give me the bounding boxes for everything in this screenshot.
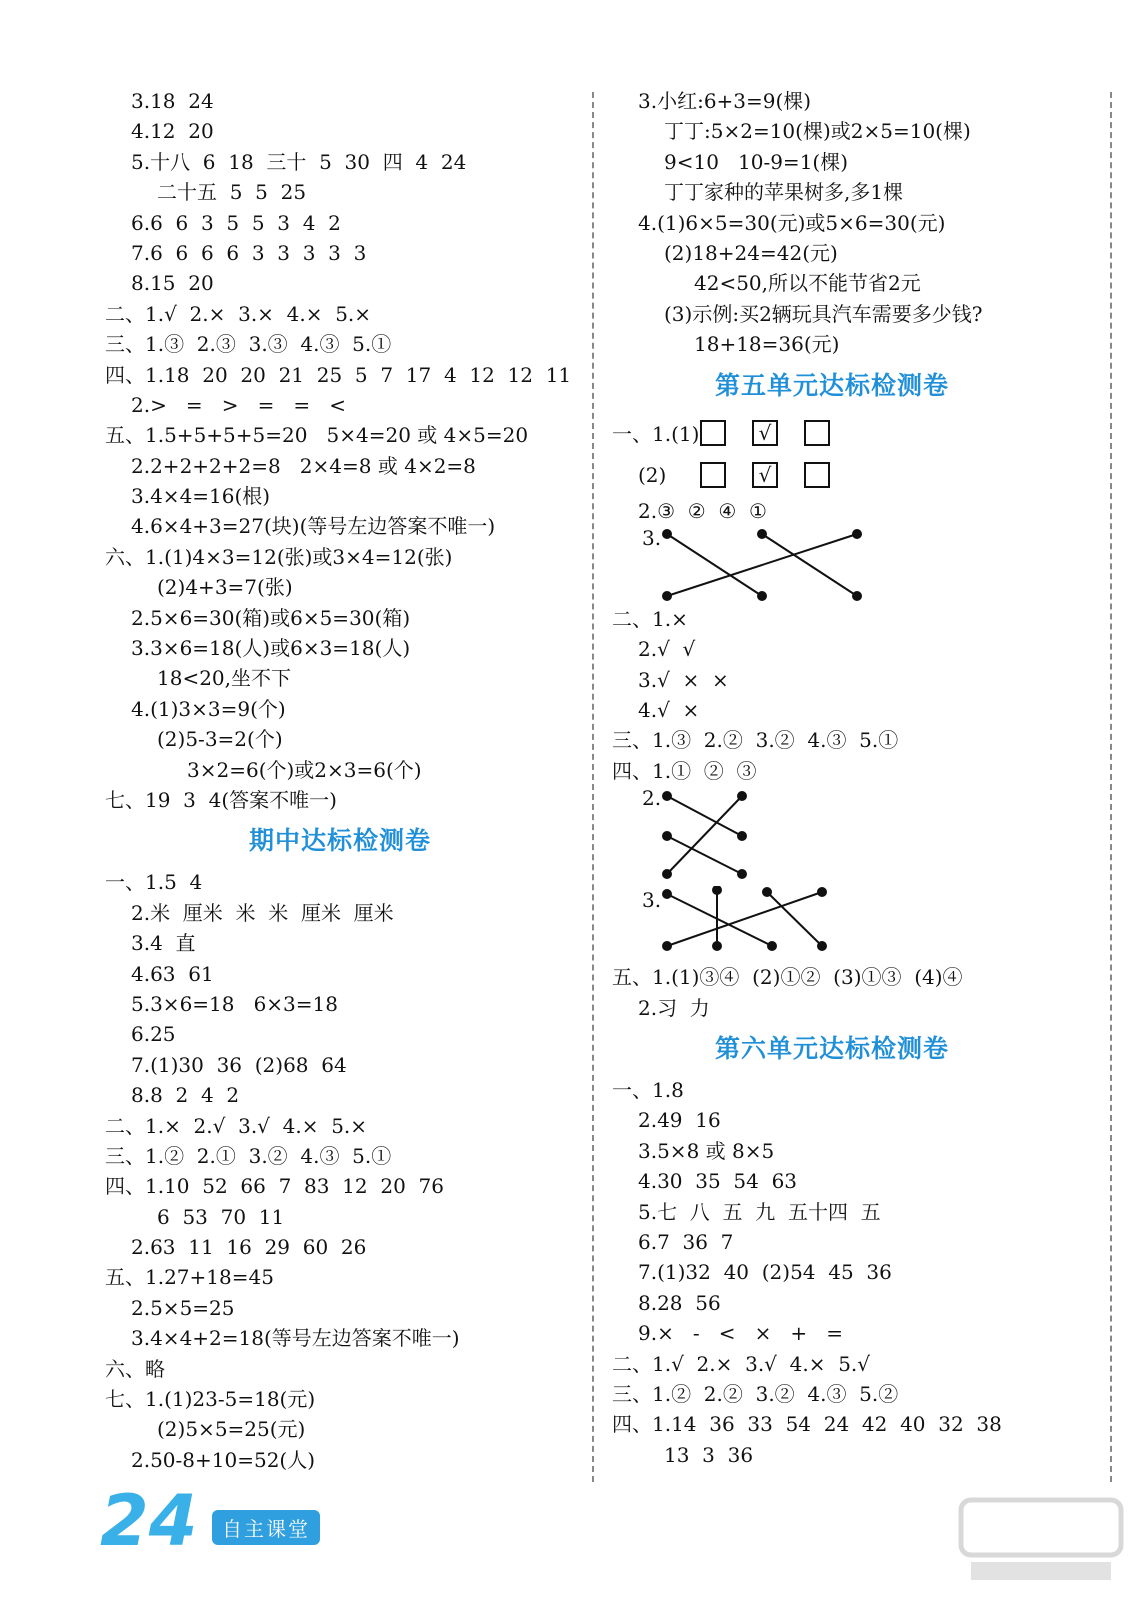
answer-line: 9.× - < × + = bbox=[638, 1321, 843, 1346]
answer-line: 4.63 61 bbox=[131, 961, 214, 986]
answer-line: 六、1.(1)4×3=12(张)或3×4=12(张) bbox=[105, 544, 453, 569]
right-margin-rule bbox=[1110, 92, 1112, 1482]
answer-line: 三、1.③ 2.③ 3.③ 4.③ 5.① bbox=[105, 332, 392, 357]
answer-line: 3×2=6(个)或2×3=6(个) bbox=[187, 757, 422, 782]
answer-line: 七、19 3 4(答案不唯一) bbox=[105, 787, 337, 812]
brand-badge: 自主课堂 bbox=[212, 1510, 320, 1545]
answer-line: 2.习 力 bbox=[638, 995, 710, 1020]
answer-line: (2)5×5=25(元) bbox=[157, 1417, 306, 1442]
matching-diagram-u5-4-2 bbox=[612, 786, 1052, 886]
answer-line: 8.28 56 bbox=[638, 1290, 721, 1315]
empty-box bbox=[804, 462, 830, 488]
column-divider bbox=[592, 92, 594, 1482]
answer-line: 4.30 35 54 63 bbox=[638, 1169, 798, 1194]
checked-box: √ bbox=[752, 420, 778, 446]
answer-line: (2)5-3=2(个) bbox=[157, 727, 283, 752]
answer-line: 3.4×4+2=18(等号左边答案不唯一) bbox=[131, 1326, 460, 1351]
answer-line: 三、1.② 2.① 3.② 4.③ 5.① bbox=[105, 1143, 392, 1168]
answer-line: 6.6 6 3 5 5 3 4 2 bbox=[131, 210, 341, 235]
matching-label: 2. bbox=[642, 786, 662, 811]
answer-line: 9<10 10-9=1(棵) bbox=[664, 149, 849, 174]
answer-line: 18+18=36(元) bbox=[694, 332, 840, 357]
left-column bbox=[105, 86, 575, 1475]
left-answers-block-b bbox=[105, 867, 575, 1475]
answer-line: 7.(1)32 40 (2)54 45 36 bbox=[638, 1260, 892, 1285]
answer-line: 2.③ ② ④ ① bbox=[638, 498, 767, 523]
matching-label: 3. bbox=[642, 525, 662, 550]
answer-line: 8.15 20 bbox=[131, 271, 214, 296]
answer-line: 3.4×4=16(根) bbox=[131, 484, 271, 509]
answer-line: 13 3 36 bbox=[664, 1442, 754, 1467]
section-title-unit6: 第六单元达标检测卷 bbox=[714, 1034, 949, 1064]
section-title-midterm: 期中达标检测卷 bbox=[248, 826, 431, 856]
empty-box bbox=[700, 420, 726, 446]
right-column bbox=[612, 86, 1052, 1470]
checkbox-row-label: (2) bbox=[638, 462, 667, 487]
checkbox-row-1 bbox=[612, 412, 1052, 454]
matching-lines-3 bbox=[612, 886, 912, 962]
answer-line: 一、1.5 4 bbox=[105, 870, 203, 895]
answer-line: 6 53 70 11 bbox=[157, 1204, 285, 1229]
answer-line: 6.25 bbox=[131, 1022, 176, 1047]
answer-line: (3)示例:买2辆玩具汽车需要多少钱? bbox=[664, 301, 983, 326]
answer-line: 五、1.(1)③④ (2)①② (3)①③ (4)④ bbox=[612, 965, 963, 990]
section-title-unit5: 第五单元达标检测卷 bbox=[714, 370, 949, 400]
answer-line: 四、1.10 52 66 7 83 12 20 76 bbox=[105, 1174, 444, 1199]
answer-line: 丁丁家种的苹果树多,多1棵 bbox=[664, 180, 904, 205]
checkbox-row-label: 一、1.(1) bbox=[612, 422, 700, 447]
matching-label: 3. bbox=[642, 888, 662, 913]
answer-line: 5.七 八 五 九 五十四 五 bbox=[638, 1199, 881, 1224]
matching-lines-1 bbox=[612, 526, 912, 604]
answer-line: 二、1.√ 2.× 3.√ 4.× 5.√ bbox=[612, 1351, 871, 1376]
answer-line: 四、1.① ② ③ bbox=[612, 758, 757, 783]
answer-line: 四、1.14 36 33 54 24 42 40 32 38 bbox=[612, 1412, 1002, 1437]
checked-box: √ bbox=[752, 462, 778, 488]
answer-line: 二、1.√ 2.× 3.× 4.× 5.× bbox=[105, 301, 372, 326]
left-answers-block-a bbox=[105, 86, 575, 815]
right-answers-block-a bbox=[612, 86, 1052, 360]
answer-line: 2.5×6=30(箱)或6×5=30(箱) bbox=[131, 605, 411, 630]
matching-diagram-u5-1-3 bbox=[612, 526, 1052, 604]
answer-line: 三、1.② 2.② 3.② 4.③ 5.② bbox=[612, 1381, 899, 1406]
answer-line: 二十五 5 5 25 bbox=[157, 180, 307, 205]
answer-line: 3.4 直 bbox=[131, 931, 196, 956]
answer-line: 2.63 11 16 29 60 26 bbox=[131, 1235, 367, 1260]
matching-diagram-u5-4-3 bbox=[612, 886, 1052, 962]
right-answers-block-d bbox=[612, 1075, 1052, 1470]
answer-line: 3.5×8 或 8×5 bbox=[638, 1138, 775, 1163]
answer-line: 五、1.27+18=45 bbox=[105, 1265, 274, 1290]
checkbox-row-2 bbox=[612, 454, 1052, 496]
answer-line: 2.√ √ bbox=[638, 637, 696, 662]
answer-line: 5.3×6=18 6×3=18 bbox=[131, 991, 338, 1016]
right-answers-block-c bbox=[612, 962, 1052, 1023]
answer-line: 三、1.③ 2.② 3.② 4.③ 5.① bbox=[612, 728, 899, 753]
answer-line: 六、略 bbox=[105, 1356, 165, 1381]
answer-line: 4.(1)3×3=9(个) bbox=[131, 696, 286, 721]
answer-line: 2.50-8+10=52(人) bbox=[131, 1447, 316, 1472]
empty-box bbox=[700, 462, 726, 488]
answer-line: 3.18 24 bbox=[131, 89, 214, 113]
answer-line: 四、1.18 20 20 21 25 5 7 17 4 12 12 11 bbox=[105, 362, 572, 387]
answer-line: 7.(1)30 36 (2)68 64 bbox=[131, 1052, 347, 1077]
page-number: 24 bbox=[100, 1480, 198, 1562]
answer-line: 18<20,坐不下 bbox=[157, 666, 292, 691]
answer-line: 2.2+2+2+2=8 2×4=8 或 4×2=8 bbox=[131, 453, 476, 478]
answer-line: 4.√ × bbox=[638, 698, 700, 723]
answer-line: 42<50,所以不能节省2元 bbox=[694, 271, 921, 296]
answer-line: 2.> = > = = < bbox=[131, 392, 346, 417]
answer-line: 8.8 2 4 2 bbox=[131, 1083, 240, 1108]
answer-line: 五、1.5+5+5+5=20 5×4=20 或 4×5=20 bbox=[105, 423, 529, 448]
matching-lines-2 bbox=[612, 786, 912, 886]
answer-line: 3.3×6=18(人)或6×3=18(人) bbox=[131, 636, 411, 661]
answer-line: 5.十八 6 18 三十 5 30 四 4 24 bbox=[131, 149, 467, 174]
answer-line: 4.(1)6×5=30(元)或5×6=30(元) bbox=[638, 210, 946, 235]
answer-line: 2.5×5=25 bbox=[131, 1295, 235, 1320]
answer-line: (2)4+3=7(张) bbox=[157, 575, 293, 600]
answer-line: 一、1.8 bbox=[612, 1078, 684, 1103]
right-answers-block-b bbox=[612, 604, 1052, 786]
answer-line: 七、1.(1)23-5=18(元) bbox=[105, 1387, 316, 1412]
answer-line: (2)18+24=42(元) bbox=[664, 240, 838, 265]
answer-line: 二、1.× 2.√ 3.√ 4.× 5.× bbox=[105, 1113, 368, 1138]
answer-line: 3.小红:6+3=9(棵) bbox=[638, 89, 812, 113]
empty-box bbox=[804, 420, 830, 446]
answer-line: 2.米 厘米 米 米 厘米 厘米 bbox=[131, 900, 394, 925]
answer-line: 4.6×4+3=27(块)(等号左边答案不唯一) bbox=[131, 514, 496, 539]
answer-line: 二、1.× bbox=[612, 606, 688, 631]
answer-line: 3.√ × × bbox=[638, 667, 729, 692]
answer-line: 2.49 16 bbox=[638, 1108, 721, 1133]
watermark-logo-icon bbox=[951, 1490, 1131, 1590]
answer-line: 丁丁:5×2=10(棵)或2×5=10(棵) bbox=[664, 119, 971, 144]
answer-line: 6.7 36 7 bbox=[638, 1229, 734, 1254]
answer-line: 4.12 20 bbox=[131, 119, 214, 144]
answer-line: 7.6 6 6 6 3 3 3 3 3 bbox=[131, 240, 367, 265]
